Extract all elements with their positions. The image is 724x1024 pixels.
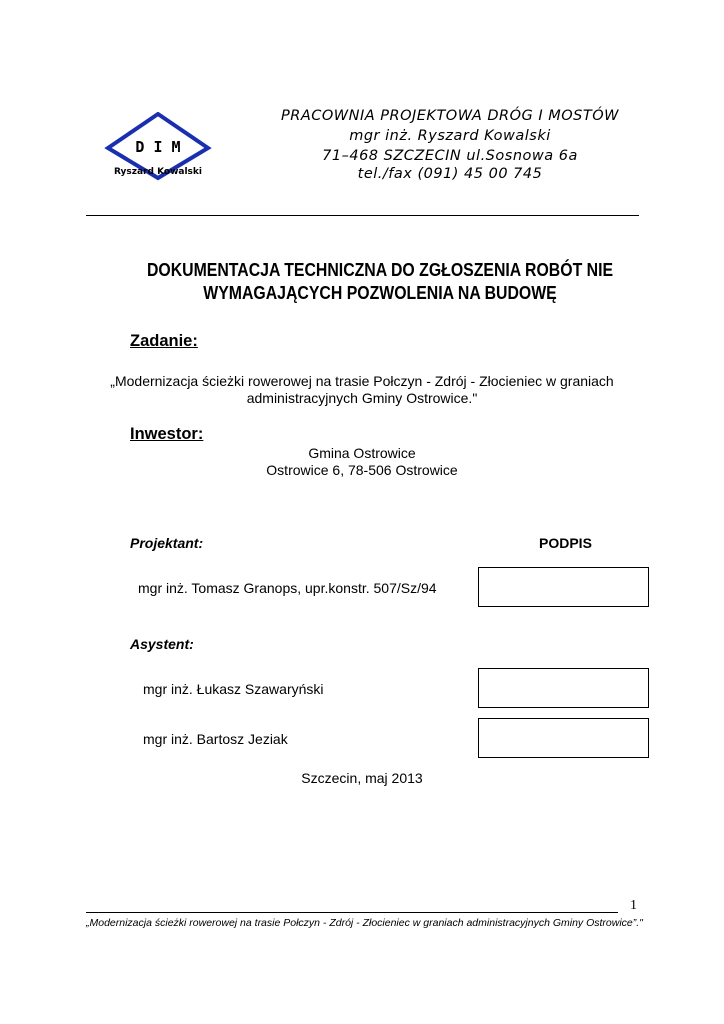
company-owner: mgr inż. Ryszard Kowalski — [349, 128, 551, 144]
task-line2: administracyjnych Gminy Ostrowice." — [246, 390, 478, 406]
task-label: Zadanie: — [130, 332, 198, 350]
company-address: 71–468 SZCZECIN ul.Sosnowa 6a — [322, 148, 578, 164]
footer-text: „Modernizacja ścieżki rowerowej na trasie Połczyn - Zdrój - Złocieniec w graniach administracyjnych Gminy Ostrowice”." — [86, 917, 643, 929]
place-date: Szczecin, maj 2013 — [301, 770, 423, 786]
task-line1: „Modernizacja ścieżki rowerowej na trasie Połczyn - Zdrój - Złocieniec w graniach — [110, 373, 614, 389]
logo-text: D I M — [135, 138, 181, 156]
company-name: PRACOWNIA PROJEKTOWA DRÓG I MOSTÓW — [281, 108, 619, 124]
header-divider — [86, 215, 639, 216]
company-phone: tel./fax (091) 45 00 745 — [357, 166, 543, 182]
footer-divider — [86, 912, 618, 913]
assistant2-signature-box — [478, 718, 649, 758]
assistant-label: Asystent: — [130, 636, 194, 652]
logo-caption: Ryszard Kowalski — [114, 167, 202, 177]
assistant1-signature-box — [478, 668, 649, 708]
assistant1-name: mgr inż. Łukasz Szawaryński — [143, 681, 324, 697]
document-title-line1: DOKUMENTACJA TECHNICZNA DO ZGŁOSZENIA ROBÓT NIE — [146, 260, 614, 280]
signature-label: PODPIS — [539, 535, 592, 551]
document-title-line2: WYMAGAJĄCYCH POZWOLENIA NA BUDOWĘ — [203, 283, 557, 303]
assistant2-name: mgr inż. Bartosz Jeziak — [143, 731, 288, 747]
designer-label: Projektant: — [130, 535, 204, 551]
investor-label: Inwestor: — [130, 425, 204, 443]
designer-signature-box — [478, 567, 649, 607]
investor-name: Gmina Ostrowice — [308, 445, 416, 461]
investor-address: Ostrowice 6, 78-506 Ostrowice — [266, 462, 458, 478]
designer-name: mgr inż. Tomasz Granops, upr.konstr. 507/Sz/94 — [138, 580, 437, 596]
page-number: 1 — [630, 898, 637, 913]
